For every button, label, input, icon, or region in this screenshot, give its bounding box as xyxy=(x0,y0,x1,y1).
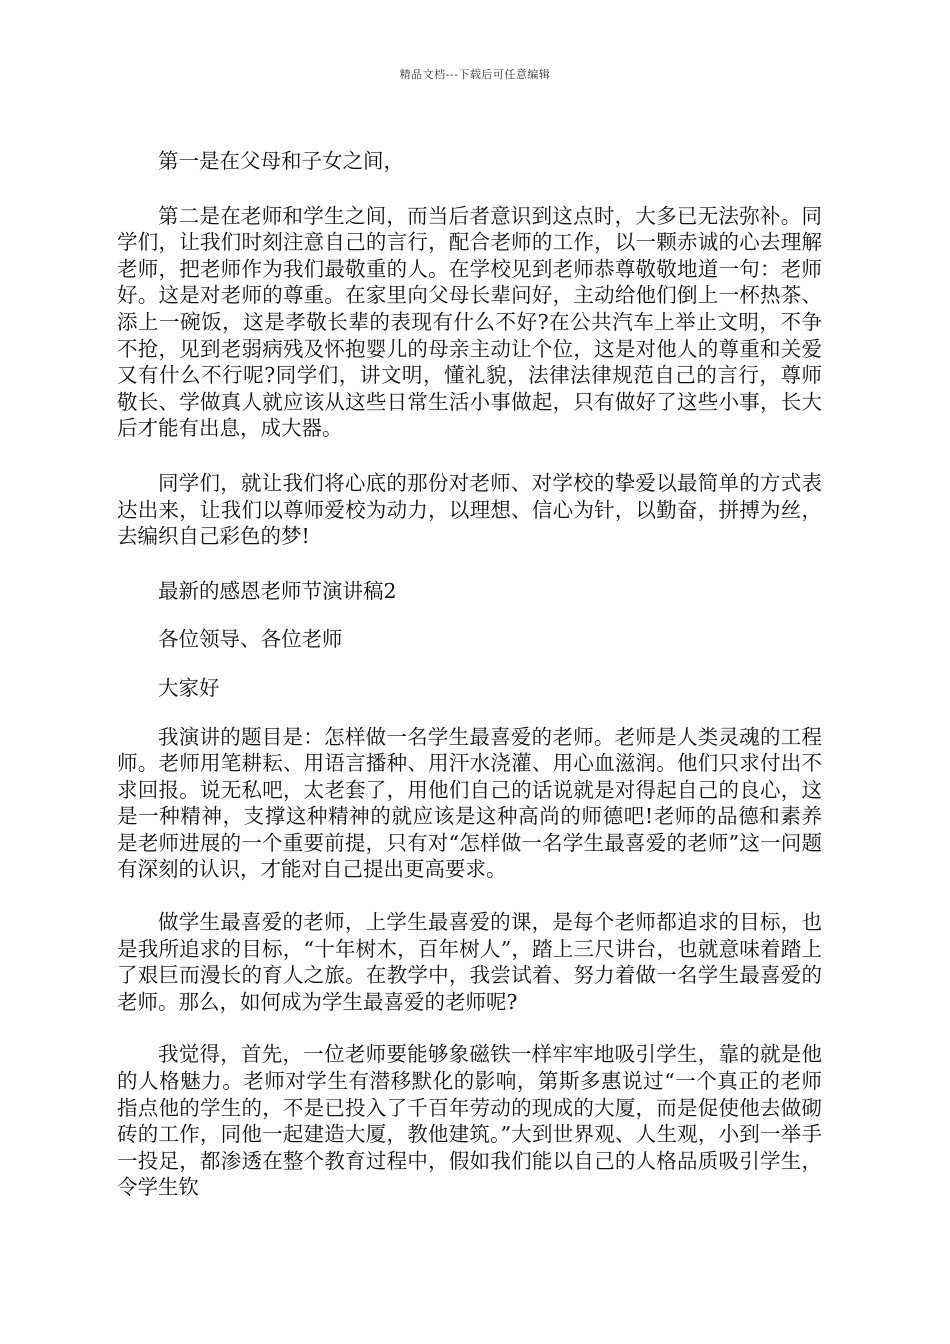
document-body xyxy=(117,148,822,1225)
paragraph-3: 同学们，就让我们将心底的那份对老师、对学校的挚爱以最简单的方式表达出来，让我们以尊师爱校为动力，以理想、信心为针，以勤奋，拼搏为丝，去编织自己彩色的梦! xyxy=(117,470,822,549)
greeting: 大家好 xyxy=(158,675,220,700)
paragraph-7: 我演讲的题目是：怎样做一名学生最喜爱的老师。老师是人类灵魂的工程师。老师用笔耕耘、用语言播种、用汗水浇灌、用心血滋润。他们只求付出不求回报。说无私吧，太老套了，用他们自己的话说就是对得起自己的良心，这是一种精神，支撑这种精神的就应该是这种高尚的师德吧!老师的品德和素养是老师进展的一个重要前提，只有对“怎样做一名学生最喜爱的老师”这一问题有深刻的认识，才能对自己提出更高要求。 xyxy=(117,724,822,882)
paragraph-2: 第二是在老师和学生之间，而当后者意识到这点时，大多已无法弥补。同学们，让我们时刻注意自己的言行，配合老师的工作，以一颗赤诚的心去理解老师，把老师作为我们最敬重的人。在学校见到老师恭尊敬敬地道一句：老师好。这是对老师的尊重。在家里向父母长辈问好，主动给他们倒上一杯热茶、添上一碗饭，这是孝敬长辈的表现有什么不好?在公共汽车上举止文明，不争不抢，见到老弱病残及怀抱婴儿的母亲主动让个位，这是对他人的尊重和关爱又有什么不行呢?同学们，讲文明，懂礼貌，法律法律规范自己的言行，尊师敬长、学做真人就应该从这些日常生活小事做起，只有做好了这些小事，长大后才能有出息，成大器。 xyxy=(117,203,822,441)
section-title: 最新的感恩老师节演讲稿2 xyxy=(158,578,397,603)
paragraph-1: 第一是在父母和子女之间， xyxy=(158,149,404,173)
paragraph-8: 做学生最喜爱的老师，上学生最喜爱的课，是每个老师都追求的目标，也是我所追求的目标，“十年树木，百年树人”，踏上三尺讲台，也就意味着踏上了艰巨而漫长的育人之旅。在教学中，我尝试着、努力着做一名学生最喜爱的老师。那么，如何成为学生最喜爱的老师呢? xyxy=(117,910,822,1014)
page-header: 精品文档---下载后可任意编辑 xyxy=(399,68,551,81)
salutation: 各位领导、各位老师 xyxy=(158,627,343,652)
paragraph-9: 我觉得，首先，一位老师要能够象磁铁一样牢牢地吸引学生，靠的就是他的人格魅力。老师对学生有潜移默化的影响，第斯多惠说过“一个真正的老师指点他的学生的，不是已投入了千百年劳动的现成的大厦，而是促使他去做砌砖的工作，同他一起建造大厦，教他建筑。”大到世界观、人生观，小到一举手一投足，都渗透在整个教育过程中，假如我们能以自己的人格品质吸引学生，令学生钦 xyxy=(117,1042,822,1200)
